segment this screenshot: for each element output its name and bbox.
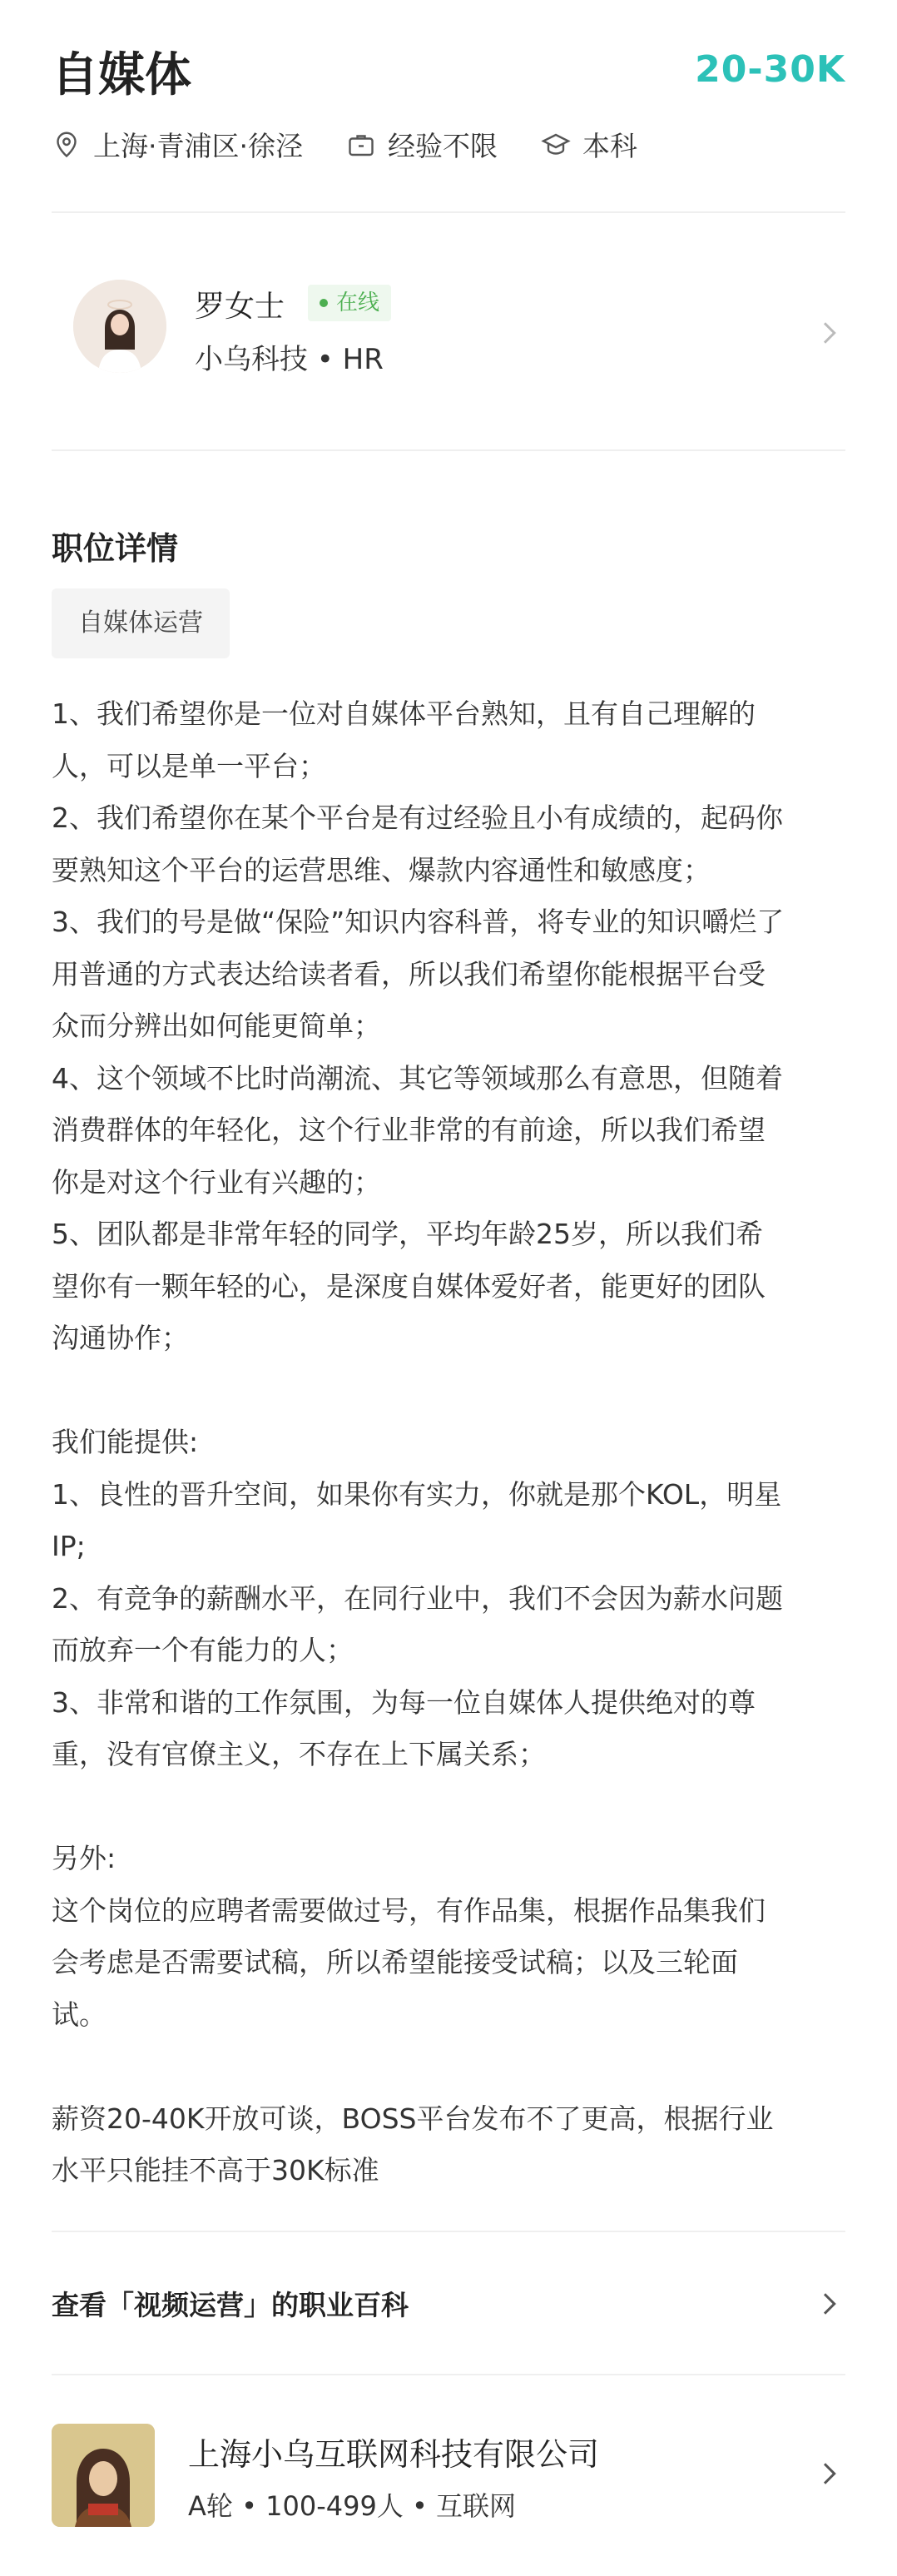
online-status-badge: 在线 <box>308 285 391 321</box>
recruiter-avatar-image <box>73 280 166 373</box>
graduation-cap-icon <box>541 130 571 160</box>
company-meta: A轮 • 100-499人 • 互联网 <box>188 2490 517 2522</box>
recruiter-avatar <box>73 280 166 373</box>
salary-range: 20-30K <box>695 48 845 91</box>
job-description: 1、我们希望你是一位对自媒体平台熟知，且有自己理解的 人，可以是单一平台； 2、我们希望你在某个平台是有过经验且小有成绩的，起码你 要熟知这个平台的运营思维、爆款内容通性和敏感度； 3、我们的号是做“保险”知识内容科普，将专业的知识嚼烂了 用普通的方式表达给读者看，所以我们希望你能根据平台受 众而分辨出如何能更简单； 4、这个领域不比时尚潮流、其它等领域那么有意思，但随着 消费群体的年轻化，这个行业非常的有前途，所以我们希望 你是对这个行业有兴趣的； 5、团队都是非常年轻的同学，平均年龄25岁，所以我们希 望你有一颗年轻的心，是深度自媒体爱好者，能更好的团队 沟通协作； 我们能提供: 1、良性的晋升空间，如果你有实力，你就是那个KOL，明星 IP; 2、有竞争的薪酬水平，在同行业中，我们不会因为薪水问题 而放弃一个有能力的人； 3、非常和谐的工作氛围，为每一位自媒体人提供绝对的尊 重，没有官僚主义，不存在上下属关系； 另外: 这个岗位的应聘者需要做过号，有作品集，根据作品集我们 会考虑是否需要试稿，所以希望能接受试稿；以及三轮面 试。 薪资20-40K开放可谈，BOSS平台发布不了更高，根据行业 水平只能挂不高于30K标准 <box>52 697 785 2186</box>
job-tag: 自媒体运营 <box>52 588 230 658</box>
job-header <box>52 0 845 213</box>
recruiter-company-role: 小乌科技 • HR <box>195 343 384 376</box>
chevron-right-icon <box>812 316 845 350</box>
job-location-text: 上海·青浦区·徐泾 <box>93 130 303 162</box>
job-experience-text: 经验不限 <box>387 130 498 162</box>
job-meta <box>52 125 681 164</box>
job-experience <box>346 125 498 164</box>
job-education <box>541 125 637 164</box>
company-logo-image <box>52 2424 155 2527</box>
company-logo <box>52 2424 155 2527</box>
job-details-title: 职位详情 <box>52 530 179 567</box>
chevron-right-icon <box>812 2457 845 2490</box>
company-name: 上海小乌互联网科技有限公司 <box>188 2436 600 2473</box>
career-wiki-label: 查看「视频运营」的职业百科 <box>52 2289 409 2321</box>
company-card[interactable] <box>52 2375 845 2572</box>
job-details-section <box>52 451 845 2232</box>
job-location <box>52 125 303 164</box>
recruiter-card[interactable] <box>52 213 845 451</box>
recruiter-name: 罗女士 <box>195 290 285 324</box>
job-education-text: 本科 <box>582 130 637 162</box>
career-wiki-link[interactable] <box>52 2232 845 2375</box>
briefcase-icon <box>346 130 376 160</box>
location-pin-icon <box>52 130 82 160</box>
chevron-right-icon <box>812 2287 845 2320</box>
job-title: 自媒体 <box>52 48 191 102</box>
